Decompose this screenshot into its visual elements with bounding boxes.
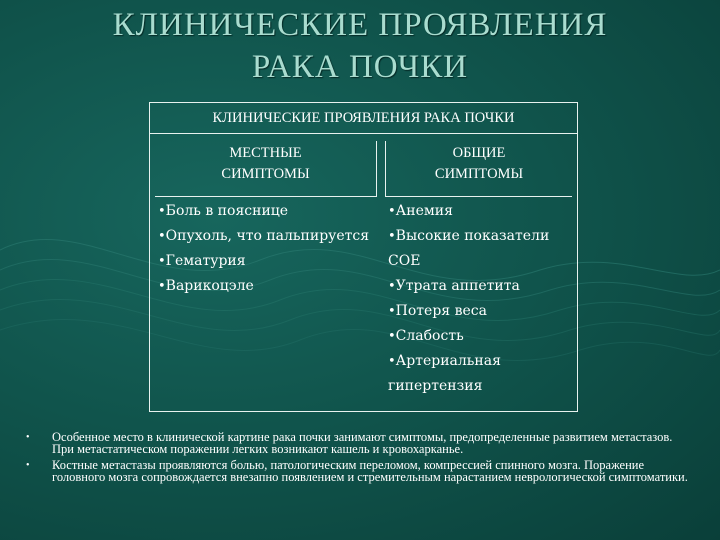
list-item: •Опухоль, что пальпируется	[158, 228, 370, 244]
bullet-icon: •	[26, 432, 30, 443]
list-item: •Анемия	[388, 203, 453, 219]
slide-title	[40, 4, 680, 88]
local-heading-line2: СИМПТОМЫ	[221, 166, 310, 182]
general-heading-line1: ОБЩИЕ	[452, 145, 506, 161]
general-symptoms-list	[388, 199, 573, 399]
symptoms-table	[149, 102, 578, 412]
list-item: •Высокие показатели СОЕ	[388, 228, 550, 269]
list-item: •Гематурия	[158, 253, 246, 269]
local-heading-line1: МЕСТНЫЕ	[229, 145, 302, 161]
general-symptoms-heading	[385, 141, 572, 197]
note-item	[22, 432, 694, 455]
list-item: •Артериальная гипертензия	[388, 353, 501, 394]
note-text: Особенное место в клинической картине рака почки занимают симптомы, предопределенные развитием метастазов. При метастатическом поражении легких возникают кашель и кровохарканье.	[52, 430, 673, 456]
local-symptoms-heading	[155, 141, 377, 197]
table-header: КЛИНИЧЕСКИЕ ПРОЯВЛЕНИЯ РАКА ПОЧКИ	[150, 103, 577, 134]
note-text: Костные метастазы проявляются болью, патологическим переломом, компрессией спинного мозга. Поражение головного мозга сопровождается внезапно появлением и стремительным нарастанием неврологической симптоматики.	[52, 458, 688, 484]
list-item: •Боль в пояснице	[158, 203, 289, 219]
bullet-icon: •	[26, 460, 30, 471]
local-symptoms-list	[158, 199, 373, 299]
list-item: •Потеря веса	[388, 303, 487, 319]
note-item	[22, 460, 694, 483]
general-heading-line2: СИМПТОМЫ	[434, 166, 524, 182]
notes-list	[22, 432, 694, 488]
list-item: •Варикоцэле	[158, 278, 254, 294]
slide-title-line2: РАКА ПОЧКИ	[251, 49, 469, 85]
list-item: •Утрата аппетита	[388, 278, 520, 294]
list-item: •Слабость	[388, 328, 464, 344]
slide-title-line1: КЛИНИЧЕСКИЕ ПРОЯВЛЕНИЯ	[112, 7, 608, 43]
